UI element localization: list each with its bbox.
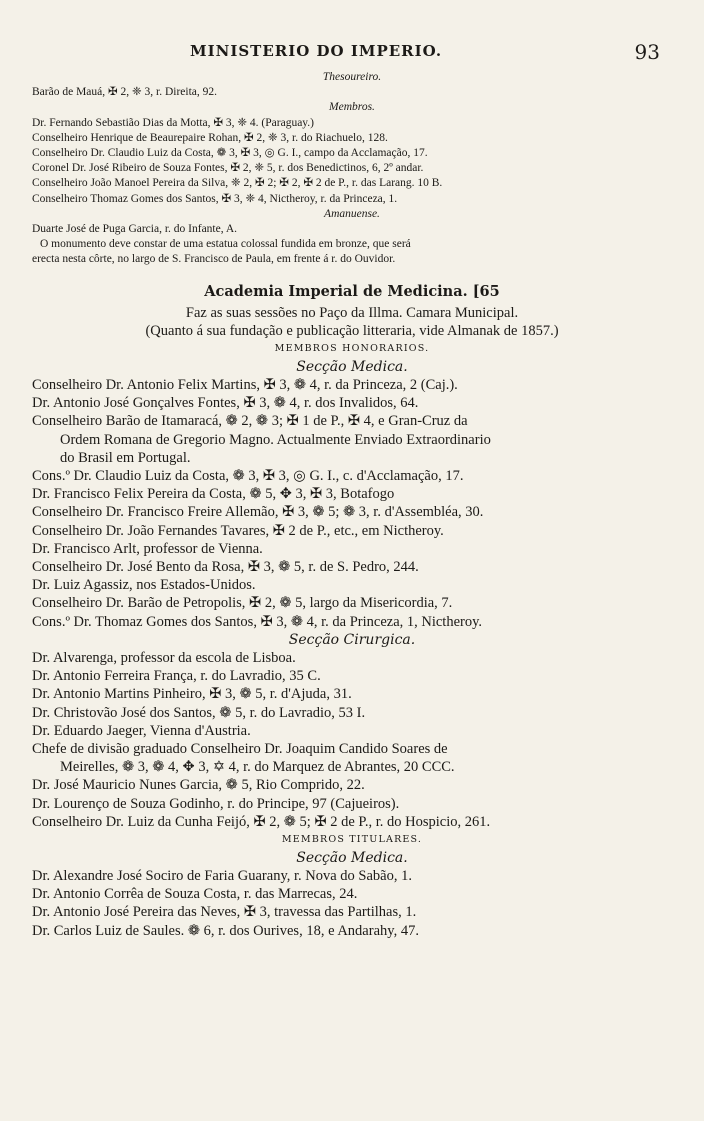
list-entry: Dr. Fernando Sebastião Dias da Motta, ✠ 3, ❈ 4. (Paraguay.) [32,116,315,129]
list-entry: Dr. José Mauricio Nunes Garcia, ❁ 5, Rio Comprido, 22. [32,777,365,794]
honorarios-cirurgica-list [32,649,672,831]
monument-note-line: erecta nesta côrte, no largo de S. Francisco de Paula, em frente á r. do Ouvidor. [32,253,396,266]
list-entry: Conselheiro Dr. José Bento da Rosa, ✠ 3, ❁ 5, r. de S. Pedro, 244. [32,559,419,576]
list-entry: do Brasil em Portugal. [60,449,191,466]
titulares-seccao-title: Secção Medica. [296,849,408,866]
amanuense-entry: Duarte José de Puga Garcia, r. do Infante, A. [32,223,238,236]
list-entry: Dr. Francisco Felix Pereira da Costa, ❁ 5, ✥ 3, ✠ 3, Botafogo [32,486,395,503]
list-entry: Dr. Alvarenga, professor da escola de Lisboa. [32,649,296,666]
list-entry: Conselheiro Barão de Itamaracá, ❁ 2, ❁ 3; ✠ 1 de P., ✠ 4, e Gran-Cruz da [32,413,468,430]
seccao-cirurgica-title: Secção Cirurgica. [288,631,416,648]
list-entry: Conselheiro Dr. Claudio Luiz da Costa, ❁ 3, ✠ 3, ◎ G. I., campo da Acclamação, 17. [32,147,428,160]
list-entry: Dr. Luiz Agassiz, nos Estados-Unidos. [32,577,256,594]
page-number: 93 [634,40,660,64]
list-entry: Meirelles, ❁ 3, ❁ 4, ✥ 3, ✡ 4, r. do Marquez de Abrantes, 20 CCC. [60,759,455,776]
thesoureiro-entry: Barão de Mauá, ✠ 2, ❈ 3, r. Direita, 92. [32,86,218,99]
amanuense-title: Amanuense. [324,207,380,220]
list-entry: Dr. Antonio José Gonçalves Fontes, ✠ 3, ❁ 4, r. dos Invalidos, 64. [32,395,419,412]
honorarios-medica-list [32,376,672,631]
titulares-title: MEMBROS TITULARES. [281,833,423,845]
thesoureiro-title: Thesoureiro. [322,71,382,83]
list-entry: Dr. Christovão José dos Santos, ❁ 5, r. do Lavradio, 53 I. [32,704,366,721]
titulares-medica-list [32,867,672,940]
list-entry: Dr. Lourenço de Souza Godinho, r. do Principe, 97 (Cajueiros). [32,795,400,812]
list-entry: Conselheiro Thomaz Gomes dos Santos, ✠ 3, ❈ 4, Nictheroy, r. da Princeza, 1. [32,192,398,205]
list-entry: Dr. Antonio José Pereira das Neves, ✠ 3, travessa das Partilhas, 1. [32,904,417,921]
list-entry: Ordem Romana de Gregorio Magno. Actualmente Enviado Extraordinario [60,431,491,448]
header-title: MINISTERIO DO IMPERIO. [190,42,443,60]
page-body [32,70,672,940]
membros-title: Membros. [329,101,375,114]
list-entry: Cons.º Dr. Thomaz Gomes dos Santos, ✠ 3, ❁ 4, r. da Princeza, 1, Nictheroy. [32,613,483,630]
list-entry: Dr. Carlos Luiz de Saules. ❁ 6, r. dos Ourives, 18, e Andarahy, 47. [32,922,419,939]
list-entry: Coronel Dr. José Ribeiro de Souza Fontes, ✠ 2, ❈ 5, r. dos Benedictinos, 6, 2º andar. [32,162,424,175]
list-entry: Dr. Eduardo Jaeger, Vienna d'Austria. [32,722,251,739]
seccao-medica-title: Secção Medica. [296,359,408,376]
honorarios-title: MEMBROS HONORARIOS. [274,343,430,355]
list-entry: Cons.º Dr. Claudio Luiz da Costa, ❁ 3, ✠ 3, ◎ G. I., c. d'Acclamação, 17. [32,468,464,485]
list-entry: Dr. Antonio Ferreira França, r. do Lavradio, 35 C. [32,668,321,685]
monument-note-line: O monumento deve constar de uma estatua colossal fundida em bronze, que será [40,238,411,251]
list-entry: Chefe de divisão graduado Conselheiro Dr. Joaquim Candido Soares de [32,740,448,757]
list-entry: Conselheiro Dr. Antonio Felix Martins, ✠ 3, ❁ 4, r. da Princeza, 2 (Caj.). [32,377,458,394]
academia-intro-line: Faz as suas sessões no Paço da Illma. Camara Municipal. [185,304,519,321]
list-entry: Conselheiro Dr. Luiz da Cunha Feijó, ✠ 2, ❁ 5; ✠ 2 de P., r. do Hospicio, 261. [32,813,491,830]
list-entry: Conselheiro Dr. João Fernandes Tavares, ✠ 2 de P., etc., em Nictheroy. [32,522,444,539]
academia-intro-line: (Quanto á sua fundação e publicação litteraria, vide Almanak de 1857.) [145,322,559,339]
list-entry: Dr. Francisco Arlt, professor de Vienna. [32,540,263,557]
list-entry: Conselheiro João Manoel Pereira da Silva, ❈ 2, ✠ 2; ✠ 2, ✠ 2 de P., r. das Larang. 10 B. [32,177,443,190]
list-entry: Dr. Antonio Corrêa de Souza Costa, r. das Marrecas, 24. [32,886,358,903]
list-entry: Conselheiro Henrique de Beaurepaire Rohan, ✠ 2, ❈ 3, r. do Riachuelo, 128. [32,131,388,144]
list-entry: Dr. Antonio Martins Pinheiro, ✠ 3, ❁ 5, r. d'Ajuda, 31. [32,686,352,703]
running-header [0,42,704,68]
list-entry: Conselheiro Dr. Barão de Petropolis, ✠ 2, ❁ 5, largo da Misericordia, 7. [32,595,453,612]
academia-heading: Academia Imperial de Medicina. [65 [204,282,500,300]
membros-list [32,116,672,207]
list-entry: Conselheiro Dr. Francisco Freire Allemão, ✠ 3, ❁ 5; ❁ 3, r. d'Assembléa, 30. [32,504,484,521]
list-entry: Dr. Alexandre José Sociro de Faria Guarany, r. Nova do Sabão, 1. [32,867,412,884]
